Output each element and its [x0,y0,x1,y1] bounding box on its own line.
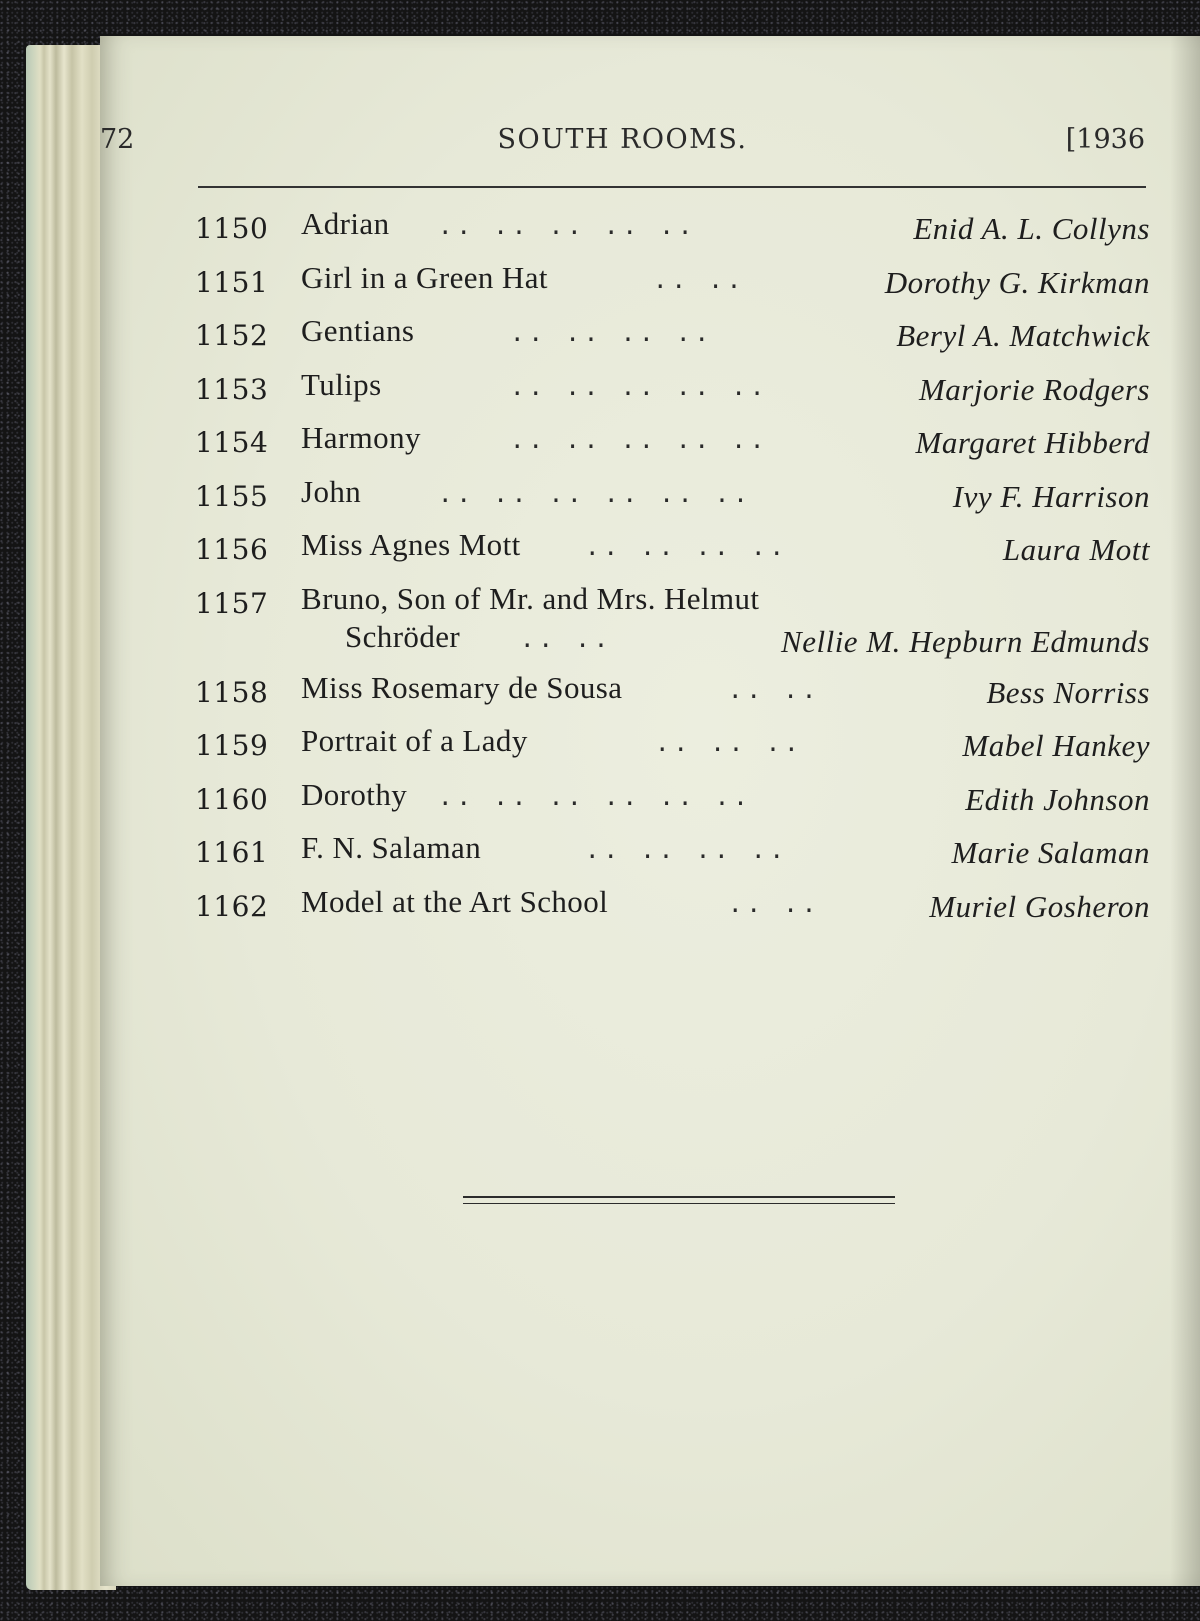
entry-title-continuation: Schröder [345,618,461,654]
entry-artist: Marie Salaman [951,835,1150,870]
entry-artist: Laura Mott [1002,532,1150,567]
entry-title: John [301,473,362,509]
catalogue-entry [195,775,1150,829]
header-year: [1936 [1065,124,1145,155]
entry-leader-dots: .. .. .. .. .. [510,426,769,454]
entry-number: 1154 [195,426,269,459]
entry-leader-dots: .. .. [728,889,821,918]
entry-artist: Mabel Hankey [962,728,1150,763]
entry-number: 1161 [195,836,269,869]
page-header [100,118,1145,168]
entry-artist: Beryl A. Matchwick [896,318,1150,353]
entry-number: 1157 [195,586,269,620]
entry-number: 1152 [195,319,269,352]
entry-leader-dots: .. .. .. .. .. .. [438,782,752,811]
entry-leader-dots: .. .. .. .. [585,533,788,561]
entry-title: Adrian [301,206,390,241]
page-number: 72 [100,124,135,155]
entry-title: Dorothy [301,776,408,812]
entry-title: Girl in a Green Hat [301,259,548,295]
entry-title: Bruno, Son of Mr. and Mrs. Helmut [301,580,760,616]
end-rule [463,1203,895,1204]
entry-leader-dots: .. .. .. [655,729,803,757]
entry-leader-dots: .. .. .. .. .. [438,212,697,240]
entry-number: 1155 [195,479,269,513]
entry-number: 1151 [195,265,269,299]
entry-title: Gentians [301,313,415,348]
entry-artist: Margaret Hibberd [915,425,1150,460]
entry-title: Miss Rosemary de Sousa [301,669,623,705]
header-rule [198,186,1146,188]
entry-artist: Edith Johnson [965,781,1150,817]
entry-leader-dots: .. .. .. .. .. .. [438,479,752,508]
catalogue-entry [195,258,1150,312]
entry-title: Portrait of a Lady [301,723,528,758]
catalogue-entry [195,579,1150,668]
entry-number: 1150 [195,212,269,245]
entry-artist: Bess Norriss [986,674,1150,710]
gutter-shadow [1170,36,1200,1586]
entry-artist: Dorothy G. Kirkman [884,264,1150,300]
catalogue-entry [195,311,1150,365]
catalogue-entry [195,204,1150,258]
catalogue-entry [195,418,1150,472]
entry-leader-dots: .. .. .. .. [585,836,788,864]
entry-leader-dots: .. .. [728,675,821,704]
entry-title: Model at the Art School [301,883,609,919]
catalogue-entry [195,721,1150,775]
catalogue-entry [195,365,1150,419]
entry-title: Harmony [301,420,421,455]
catalogue-entry [195,525,1150,579]
entry-artist: Nellie M. Hepburn Edmunds [781,623,1150,659]
entry-leader-dots: .. .. .. .. .. [510,372,769,401]
entry-leader-dots: .. .. [520,624,613,653]
entry-number: 1153 [195,372,269,406]
entry-title: Miss Agnes Mott [301,527,521,562]
entry-number: 1156 [195,533,269,566]
entry-artist: Enid A. L. Collyns [913,211,1150,246]
catalogue-entries [195,204,1150,935]
entry-artist: Muriel Gosheron [929,888,1150,924]
entry-artist: Ivy F. Harrison [952,478,1150,514]
entry-number: 1160 [195,782,269,816]
catalogue-entry [195,882,1150,936]
entry-number: 1159 [195,729,269,762]
catalogue-entry [195,668,1150,722]
entry-number: 1158 [195,675,269,709]
catalogue-entry [195,472,1150,526]
page-title: SOUTH ROOMS. [497,124,748,155]
entry-title: Tulips [301,366,382,402]
entry-title: F. N. Salaman [301,830,482,865]
entry-leader-dots: .. .. [653,265,746,294]
end-rule [463,1196,895,1198]
entry-leader-dots: .. .. .. .. [510,319,713,347]
entry-number: 1162 [195,889,269,923]
entry-artist: Marjorie Rodgers [918,371,1150,407]
catalogue-entry [195,828,1150,882]
